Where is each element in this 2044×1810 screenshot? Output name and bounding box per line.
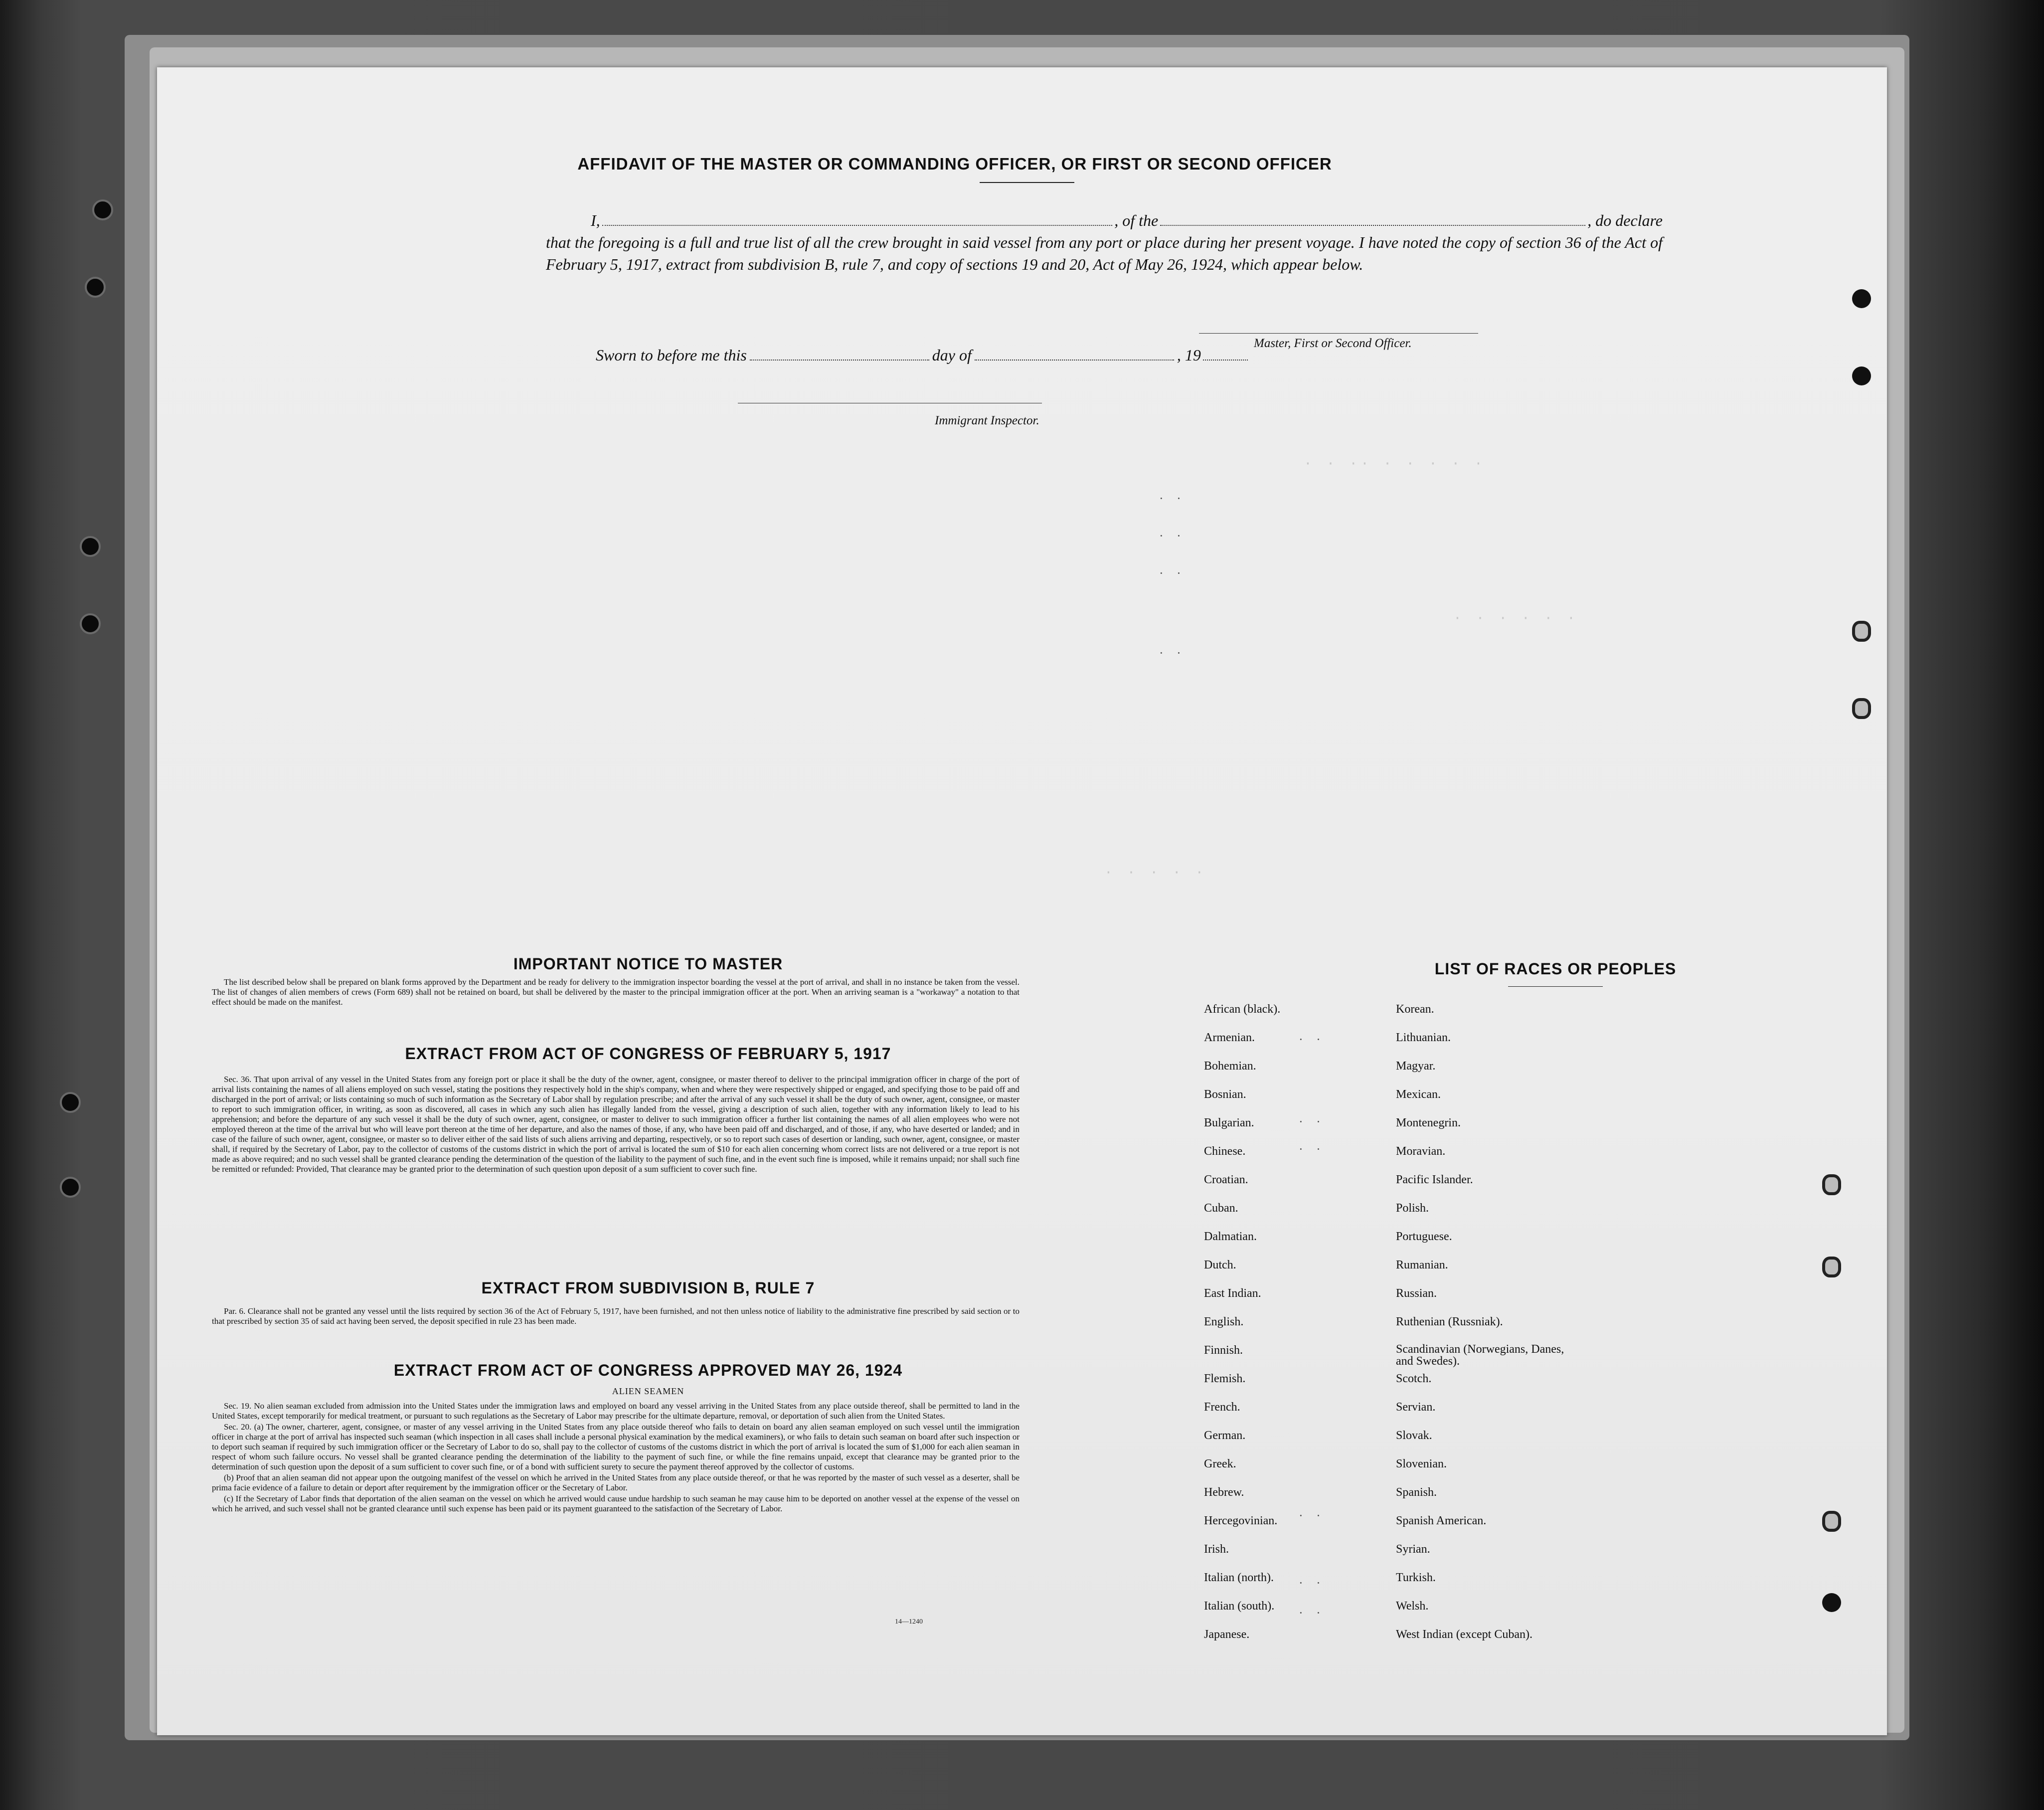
tick-mark: · · <box>1299 1032 1326 1047</box>
race-item: Turkish. <box>1396 1571 1436 1584</box>
race-item: Italian (north). <box>1204 1571 1274 1584</box>
binder-hole <box>60 1092 81 1113</box>
punch-hole <box>1822 1174 1841 1195</box>
tick-mark: · · <box>1159 646 1186 660</box>
affidavit-body: that the foregoing is a full and true list of all the crew brought in said vessel from any port or place during her present voyage. I have noted the copy of section 36 of the Act of February 5, 1917, extract from subdivision B, rule 7, and copy of sections 19 and 20, Act of May 26, 1924, which appear below. <box>546 233 1663 273</box>
race-item: French. <box>1204 1401 1240 1414</box>
race-item: Chinese. <box>1204 1145 1246 1158</box>
tick-mark: · · <box>1159 566 1186 580</box>
sworn-line <box>596 344 1294 366</box>
race-item: German. <box>1204 1429 1246 1442</box>
sworn-year-field[interactable] <box>1203 360 1248 361</box>
race-item: English. <box>1204 1315 1244 1328</box>
master-label: Master, First or Second Officer. <box>1254 337 1412 350</box>
race-item: Italian (south). <box>1204 1600 1275 1613</box>
binder-hole <box>80 613 101 634</box>
binder-hole <box>60 1177 81 1198</box>
extract-1924-title: EXTRACT FROM ACT OF CONGRESS APPROVED MAY 26, 1924 <box>393 1361 903 1379</box>
race-item: Hebrew. <box>1204 1486 1244 1499</box>
race-item: Welsh. <box>1396 1600 1429 1613</box>
binder-hole <box>92 199 113 220</box>
race-item: Spanish. <box>1396 1486 1437 1499</box>
extract-1917-title: EXTRACT FROM ACT OF CONGRESS OF FEBRUARY 5, 1917 <box>405 1045 891 1063</box>
race-item: Lithuanian. <box>1396 1031 1451 1044</box>
affidavit-declaration <box>546 209 1663 275</box>
vessel-field[interactable] <box>1160 225 1585 226</box>
sec20c-paragraph: (c) If the Secretary of Labor finds that deportation of the alien seaman on the vessel on which he arrived would cause undue hardship to such seaman he may cause him to be deported on another vessel at the expense of the vessel on which he arrived, and such vessel shall not be granted clearance until such expense has been paid or its payment guaranteed to the satisfaction of the Secretary of Labor. <box>212 1494 1020 1513</box>
sec19-paragraph: Sec. 19. No alien seaman excluded from admission into the United States under the immigration laws and employed on board any vessel arriving in the United States from any place outside thereof, shall be permitted to land in the United States, except temporarily for medical treatment, or pursuant to such regulations as the Secretary of Labor may prescribe for the ultimate departure, removal, or deportation of such alien from the United States. <box>212 1401 1020 1421</box>
race-item: Cuban. <box>1204 1202 1238 1215</box>
year-prefix-label: , 19 <box>1177 346 1201 364</box>
races-title: LIST OF RACES OR PEOPLES <box>1434 960 1677 978</box>
race-item: Korean. <box>1396 1003 1434 1016</box>
race-item: Syrian. <box>1396 1543 1430 1556</box>
document-page <box>157 67 1887 1735</box>
punch-hole <box>1822 1257 1841 1277</box>
race-item: East Indian. <box>1204 1287 1261 1300</box>
race-item: West Indian (except Cuban). <box>1396 1628 1533 1641</box>
race-item: Croatian. <box>1204 1173 1248 1186</box>
race-item: Mexican. <box>1396 1088 1441 1101</box>
race-item: Bulgarian. <box>1204 1116 1254 1129</box>
extract-1917-paragraph: Sec. 36. That upon arrival of any vessel in the United States from any foreign port or place it shall be the duty of the owner, agent, consignee, or master thereof to deliver to the principal immigration officer in charge of the port of arrival lists containing the names of all aliens employed on such vessel, stating the positions they respectively hold in the ship's company, when and where they were respectively shipped or engaged, and specifying those to be paid off and discharged in the port of arrival; or lists containing so much of such information as the Secretary of Labor shall by regulation prescribe; and after the arrival of any such vessel it shall be the duty of such owner, agent, consignee, or master to report to such immigration officer, in writing, as soon as discovered, all cases in which any such alien has illegally landed from the vessel, giving a description of such alien, together with any information likely to lead to his apprehension; and before the departure of any such vessel it shall be the duty of such owner, agent, consignee, or master to deliver to such immigration officer a further list containing the names of all alien employees who were not employed thereon at the time of the arrival but who will leave port thereon at the time of her departure, and also the names of those, if any, who have been paid off and discharged, and of those, if any, who have deserted or landed; and in case of the failure of such owner, agent, consignee, or master so to deliver either of the said lists of such aliens arriving and departing, respectively, or so to report such cases of desertion or landing, such owner, agent, consignee, or master shall, if required by the Secretary of Labor, pay to the collector of customs of the customs district in which the port of arrival is located the sum of $10 for each alien concerning whom correct lists are not delivered or a true report is not made as above required; and no such vessel shall be granted clearance pending the determination of the question of the liability to the payment of such fine, and in the event such fine is imposed, while it remains unpaid; nor shall such fine be remitted or refunded: Provided, That clearance may be granted prior to the determination of such question upon deposit of a sum sufficient to cover such fine. <box>212 1075 1020 1174</box>
binder-hole <box>80 536 101 557</box>
race-item: Finnish. <box>1204 1344 1243 1357</box>
race-item: Slovak. <box>1396 1429 1432 1442</box>
race-item: Dutch. <box>1204 1259 1236 1271</box>
tick-mark: · · <box>1299 1576 1326 1590</box>
race-item: Armenian. <box>1204 1031 1255 1044</box>
sworn-day-field[interactable] <box>750 360 929 361</box>
race-item: Spanish American. <box>1396 1514 1487 1527</box>
extract-1917-text <box>212 1075 1020 1175</box>
notice-title: IMPORTANT NOTICE TO MASTER <box>513 955 783 973</box>
sec20b-paragraph: (b) Proof that an alien seaman did not appear upon the outgoing manifest of the vessel on which he arrived in the United States from any place outside thereof, or that he was reported by the master of such vessel as a deserter, shall be prima facie evidence of a failure to detain or deport after requirement by the immigration officer or the Secretary of Labor. <box>212 1473 1020 1492</box>
affidavit-title: AFFIDAVIT OF THE MASTER OR COMMANDING OFFICER, OR FIRST OR SECOND OFFICER <box>577 155 1332 173</box>
sec20a-paragraph: Sec. 20. (a) The owner, charterer, agent, consignee, or master of any vessel arriving in the United States from any place outside thereof who fails to detain on board any alien seaman employed on such vessel until the immigration officer in charge at the port of arrival has inspected such seaman (which inspection in all cases shall include a personal physical examination by the medical examiners), or who fails to detain such seaman on board after such inspection or to deport such seaman if required by such immigration officer or the Secretary of Labor to do so, shall pay to the collector of customs of the customs district in which the port of arrival is located the sum of $1,000 for each alien seaman in respect of whom such failure occurs. No vessel shall be granted clearance pending the determination of the liability to the payment of such fine, or while the fine remains unpaid, except that clearance may be granted prior to the determination of such question upon the deposit of a sum sufficient to cover such fine, or of a bond with sufficient surety to secure the payment thereof approved by the collector of customs. <box>212 1422 1020 1471</box>
race-item: Polish. <box>1396 1202 1429 1215</box>
extract-rule7-title: EXTRACT FROM SUBDIVISION B, RULE 7 <box>481 1279 815 1297</box>
i-label: I, <box>591 211 600 229</box>
bleed-through: · · · · · <box>1104 865 1207 881</box>
race-item: Portuguese. <box>1396 1230 1452 1243</box>
punch-hole <box>1852 366 1871 385</box>
binder-hole <box>85 277 106 298</box>
notice-text <box>212 977 1020 1008</box>
races-title-rule <box>1508 986 1603 987</box>
bleed-through: · · · · · · <box>1453 611 1578 626</box>
race-item: Hercegovinian. <box>1204 1514 1278 1527</box>
race-item: Irish. <box>1204 1543 1229 1556</box>
race-item: Flemish. <box>1204 1372 1246 1385</box>
punch-hole <box>1822 1593 1841 1612</box>
punch-hole <box>1852 698 1871 719</box>
punch-hole <box>1852 621 1871 642</box>
race-item: Magyar. <box>1396 1060 1436 1073</box>
race-item: Rumanian. <box>1396 1259 1448 1271</box>
extract-rule7-text <box>212 1306 1020 1327</box>
of-the-label: , of the <box>1114 211 1159 229</box>
race-item: Japanese. <box>1204 1628 1250 1641</box>
race-item: Moravian. <box>1396 1145 1446 1158</box>
race-item: Servian. <box>1396 1401 1436 1414</box>
extract-1924-text <box>212 1401 1020 1515</box>
form-number: 14—1240 <box>895 1618 923 1626</box>
race-item: Russian. <box>1396 1287 1437 1300</box>
race-item: Bosnian. <box>1204 1088 1246 1101</box>
sworn-label: Sworn to before me this <box>596 346 747 364</box>
do-declare-label: , do declare <box>1587 211 1663 229</box>
inspector-label: Immigrant Inspector. <box>935 414 1039 427</box>
race-item: Montenegrin. <box>1396 1116 1461 1129</box>
race-item: African (black). <box>1204 1003 1281 1016</box>
race-item: Scandinavian (Norwegians, Danes, and Swedes). <box>1396 1343 1564 1368</box>
race-item: Slovenian. <box>1396 1457 1447 1470</box>
tick-mark: · · <box>1299 1114 1326 1129</box>
tick-mark: · · <box>1159 529 1186 543</box>
tick-mark: · · <box>1299 1508 1326 1523</box>
extract-rule7-paragraph: Par. 6. Clearance shall not be granted any vessel until the lists required by section 36 of the Act of February 5, 1917, have been furnished, and not then unless notice of liability to the administrative fine prescribed by said section or to that prescribed by section 35 of said act having been served, the deposit specified in rule 23 has been made. <box>212 1306 1020 1326</box>
sworn-month-field[interactable] <box>975 360 1174 361</box>
day-of-label: day of <box>932 346 972 364</box>
race-item: Bohemian. <box>1204 1060 1256 1073</box>
title-rule <box>980 182 1074 183</box>
tick-mark: · · <box>1159 491 1186 506</box>
notice-paragraph: The list described below shall be prepared on blank forms approved by the Department and be ready for delivery to the immigration inspector boarding the vessel at the port of arrival, and shall in no instance be taken from the vessel. The list of changes of alien members of crews (Form 689) shall not be retained on board, but shall be delivered by the master to the principal immigration officer at the port. When an arriving seaman is a "workaway" a notation to that effect should be made on the manifest. <box>212 977 1020 1007</box>
race-item: Dalmatian. <box>1204 1230 1257 1243</box>
race-item: Pacific Islander. <box>1396 1173 1473 1186</box>
punch-hole <box>1852 289 1871 308</box>
extract-1924-subtitle: ALIEN SEAMEN <box>612 1386 684 1396</box>
race-item: Scotch. <box>1396 1372 1432 1385</box>
race-item: Ruthenian (Russniak). <box>1396 1315 1503 1328</box>
name-field[interactable] <box>602 225 1113 226</box>
tick-mark: · · <box>1299 1142 1326 1156</box>
master-signature-line[interactable] <box>1199 333 1478 334</box>
tick-mark: · · <box>1299 1606 1326 1620</box>
race-item: Greek. <box>1204 1457 1236 1470</box>
punch-hole <box>1822 1511 1841 1532</box>
bleed-through: · · ·· · · · · · <box>1304 456 1486 472</box>
